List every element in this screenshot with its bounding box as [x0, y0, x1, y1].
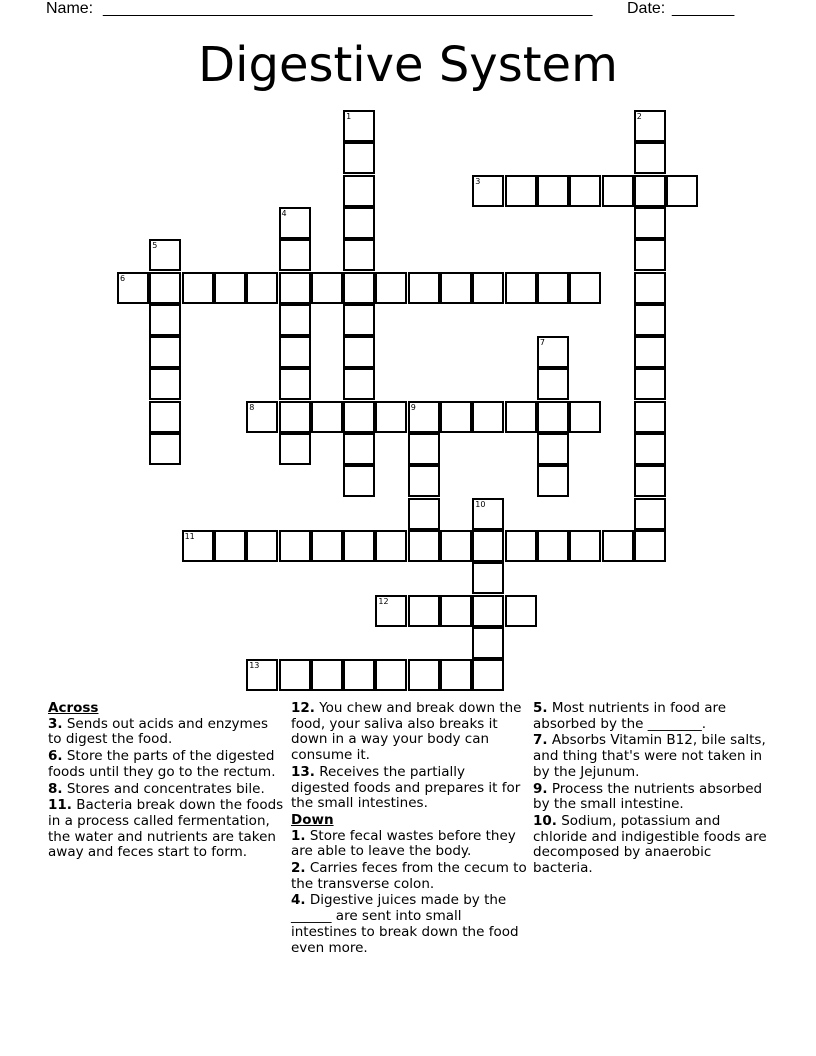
- grid-cell[interactable]: [537, 272, 569, 304]
- grid-cell[interactable]: [472, 595, 504, 627]
- grid-cell[interactable]: [537, 465, 569, 497]
- grid-cell[interactable]: [343, 530, 375, 562]
- grid-cell[interactable]: [472, 530, 504, 562]
- grid-cell[interactable]: [472, 562, 504, 594]
- grid-cell[interactable]: [537, 401, 569, 433]
- grid-cell[interactable]: [408, 465, 440, 497]
- grid-cell[interactable]: [634, 272, 666, 304]
- clue-number: 9: [410, 402, 416, 412]
- clue-number: 10: [475, 499, 486, 509]
- grid-cell[interactable]: [343, 659, 375, 691]
- clue-number: 4: [281, 208, 287, 218]
- clues-column-1: [48, 701, 284, 862]
- name-field[interactable]: _______________________________________________________: [103, 0, 593, 17]
- clue-down-9: 9. Process the nutrients absorbed by the small intestine.: [533, 780, 763, 813]
- grid-cell[interactable]: [634, 530, 666, 562]
- grid-cell[interactable]: [666, 175, 698, 207]
- grid-cell[interactable]: [246, 530, 278, 562]
- grid-cell[interactable]: [343, 304, 375, 336]
- grid-cell[interactable]: [472, 272, 504, 304]
- grid-cell[interactable]: [472, 401, 504, 433]
- grid-cell[interactable]: [214, 530, 246, 562]
- grid-cell[interactable]: [472, 659, 504, 691]
- grid-cell[interactable]: [634, 304, 666, 336]
- clues-column-3: [533, 701, 769, 878]
- grid-cell[interactable]: [279, 336, 311, 368]
- grid-cell[interactable]: [408, 530, 440, 562]
- clue-across-8: 8. Stores and concentrates bile.: [48, 780, 265, 797]
- grid-cell[interactable]: [343, 433, 375, 465]
- clue-across-13: 13. Receives the partially digested foods and prepares it for the small intestines.: [291, 763, 521, 812]
- grid-cell[interactable]: [343, 239, 375, 271]
- grid-cell[interactable]: [343, 465, 375, 497]
- grid-cell[interactable]: [408, 433, 440, 465]
- grid-cell[interactable]: [634, 175, 666, 207]
- grid-cell[interactable]: [149, 433, 181, 465]
- grid-cell[interactable]: [440, 401, 472, 433]
- grid-cell[interactable]: [311, 659, 343, 691]
- clue-number: 8: [249, 402, 255, 412]
- page-title: Digestive System: [198, 37, 618, 93]
- grid-cell[interactable]: [634, 239, 666, 271]
- grid-cell[interactable]: [279, 239, 311, 271]
- grid-cell[interactable]: [537, 530, 569, 562]
- clue-down-2: 2. Carries feces from the cecum to the transverse colon.: [291, 860, 527, 892]
- clue-number: 13: [249, 661, 260, 671]
- grid-cell[interactable]: [343, 368, 375, 400]
- grid-cell[interactable]: [440, 272, 472, 304]
- clue-number: 12: [378, 596, 389, 606]
- grid-cell[interactable]: [246, 272, 278, 304]
- clue-down-10: 10. Sodium, potassium and chloride and indigestible foods are decomposed by anaerobic bacteria.: [533, 812, 767, 877]
- clue-number: 2: [636, 112, 642, 121]
- grid-cell[interactable]: [343, 336, 375, 368]
- grid-cell[interactable]: [149, 304, 181, 336]
- grid-cell[interactable]: [343, 142, 375, 174]
- grid-cell[interactable]: [149, 368, 181, 400]
- clue-number: 5: [152, 241, 158, 251]
- grid-cell[interactable]: [634, 465, 666, 497]
- grid-cell[interactable]: [505, 530, 537, 562]
- grid-cell[interactable]: [440, 595, 472, 627]
- grid-cell[interactable]: [634, 433, 666, 465]
- grid-cell[interactable]: [149, 401, 181, 433]
- grid-cell[interactable]: [375, 530, 407, 562]
- clue-across-3: 3. Sends out acids and enzymes to digest the food.: [48, 715, 269, 748]
- grid-cell[interactable]: [375, 401, 407, 433]
- grid-cell[interactable]: [408, 595, 440, 627]
- grid-cell[interactable]: [440, 530, 472, 562]
- grid-cell[interactable]: [634, 498, 666, 530]
- clue-number: 3: [475, 176, 481, 186]
- clue-down-4: 4. Digestive juices made by the ______ are sent into small intestines to break down the food even more.: [291, 892, 519, 956]
- grid-cell[interactable]: [505, 595, 537, 627]
- grid-cell[interactable]: [149, 336, 181, 368]
- grid-cell[interactable]: [343, 272, 375, 304]
- across-heading: Across: [48, 700, 99, 716]
- grid-cell[interactable]: [408, 659, 440, 691]
- grid-cell[interactable]: [343, 401, 375, 433]
- grid-cell[interactable]: [569, 272, 601, 304]
- grid-cell[interactable]: [311, 401, 343, 433]
- name-label: Name:: [46, 0, 94, 17]
- grid-cell[interactable]: [537, 433, 569, 465]
- clues-column-2: [291, 701, 527, 957]
- grid-cell[interactable]: [634, 142, 666, 174]
- grid-cell[interactable]: [375, 659, 407, 691]
- grid-cell[interactable]: [408, 498, 440, 530]
- clue-across-6: 6. Store the parts of the digested foods until they go to the rectum.: [48, 748, 276, 780]
- grid-cell[interactable]: [505, 175, 537, 207]
- grid-cell[interactable]: [440, 659, 472, 691]
- clue-number: 6: [120, 273, 126, 283]
- grid-cell[interactable]: [343, 175, 375, 207]
- grid-cell[interactable]: [149, 272, 181, 304]
- grid-cell[interactable]: [311, 272, 343, 304]
- grid-cell[interactable]: [279, 659, 311, 691]
- grid-cell[interactable]: [375, 272, 407, 304]
- grid-cell[interactable]: [279, 433, 311, 465]
- date-field[interactable]: _______: [672, 0, 735, 17]
- grid-cell[interactable]: [343, 207, 375, 239]
- grid-cell[interactable]: [505, 272, 537, 304]
- clue-across-11: 11. Bacteria break down the foods in a process called fermentation, the water and nutrients are taken away and feces start to form.: [48, 797, 284, 861]
- grid-cell[interactable]: [634, 207, 666, 239]
- grid-cell[interactable]: [279, 272, 311, 304]
- grid-cell[interactable]: [634, 336, 666, 368]
- grid-cell[interactable]: [569, 401, 601, 433]
- grid-cell[interactable]: [472, 627, 504, 659]
- grid-cell[interactable]: [602, 530, 634, 562]
- clue-number: 11: [184, 531, 195, 541]
- date-label: Date:: [627, 0, 666, 17]
- clue-number: 7: [539, 338, 545, 348]
- grid-cell[interactable]: [569, 175, 601, 207]
- grid-cell[interactable]: [279, 304, 311, 336]
- grid-cell[interactable]: [182, 272, 214, 304]
- grid-cell[interactable]: [279, 530, 311, 562]
- clue-number: 1: [346, 112, 352, 121]
- clue-across-12: 12. You chew and break down the food, your saliva also breaks it down in a way your body can consume it.: [291, 700, 522, 764]
- clue-down-7: 7. Absorbs Vitamin B12, bile salts, and thing that's were not taken in by the Jejunum.: [533, 732, 766, 780]
- grid-cell[interactable]: [408, 272, 440, 304]
- grid-cell[interactable]: [634, 401, 666, 433]
- grid-cell[interactable]: [602, 175, 634, 207]
- grid-cell[interactable]: [505, 401, 537, 433]
- clue-down-5: 5. Most nutrients in food are absorbed by the ________.: [533, 700, 727, 732]
- grid-cell[interactable]: [214, 272, 246, 304]
- grid-cell[interactable]: [279, 368, 311, 400]
- grid-cell[interactable]: [537, 175, 569, 207]
- down-heading: Down: [291, 811, 334, 828]
- grid-cell[interactable]: [279, 401, 311, 433]
- grid-cell[interactable]: [311, 530, 343, 562]
- grid-cell[interactable]: [569, 530, 601, 562]
- grid-cell[interactable]: [634, 368, 666, 400]
- grid-cell[interactable]: [537, 368, 569, 400]
- clue-down-1: 1. Store fecal wastes before they are able to leave the body.: [291, 827, 516, 860]
